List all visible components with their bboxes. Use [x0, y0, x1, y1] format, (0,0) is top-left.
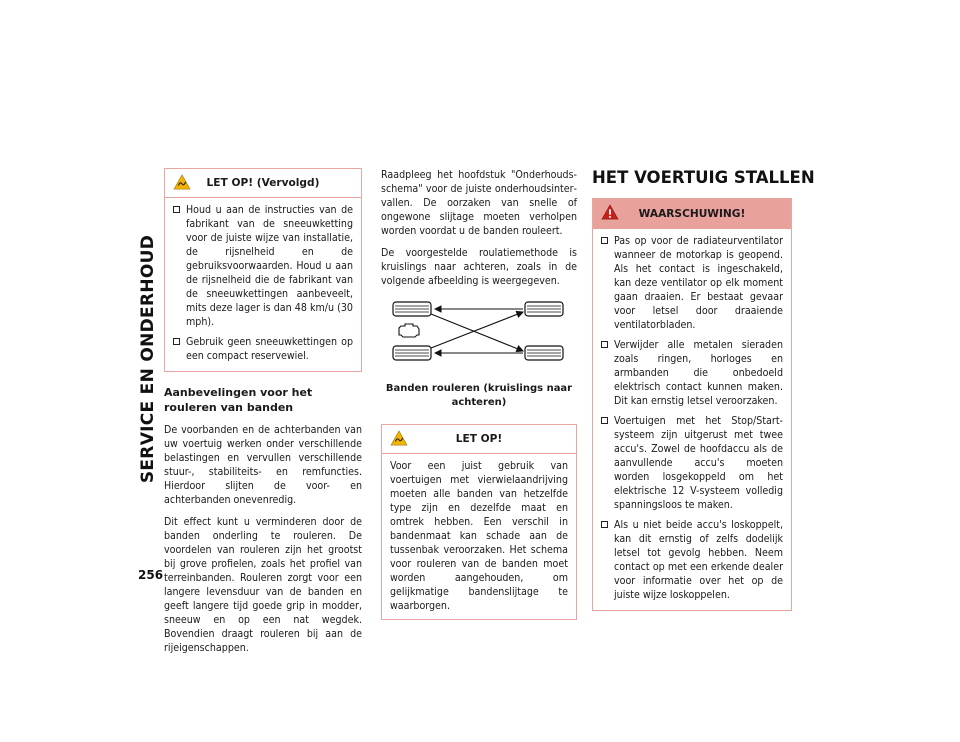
body-paragraph: Raadpleeg het hoofdstuk "Onderhoudsschema" voor de juiste onderhoudsintervallen. De oorzaken van snelle of ongewone slijtage moeten verholpen worden voordat u de banden rouleert.	[381, 169, 577, 237]
list-item: Verwijder alle metalen sieraden zoals ringen, horloges en armbanden die onbedoeld elektrisch contact kunnen maken. Dit kan ernstig letsel veroorzaken.	[601, 338, 783, 408]
caution-continued-header	[165, 169, 361, 198]
tire-rear-left	[393, 346, 431, 360]
column-middle	[381, 168, 577, 620]
caution-continued-title: LET OP! (Vervolgd)	[206, 177, 320, 189]
warning-box	[592, 198, 792, 611]
figure-caption: Banden rouleren (kruislings naar achteren)	[385, 383, 573, 408]
caution-box	[381, 424, 577, 620]
warning-triangle-icon	[390, 430, 408, 446]
rotation-arrow	[431, 312, 523, 348]
bullet-square-icon	[601, 521, 608, 528]
body-paragraph: De voorbanden en de achterbanden van uw voertuig werken onder verschillende belastingen en vervullen verschillende stuur-, stabiliteits- en remfuncties. Hierdoor slijten de voor- en achterbanden onevenredig.	[164, 424, 362, 506]
warning-title: WAARSCHUWING!	[638, 208, 746, 220]
tire-rear-right	[525, 346, 563, 360]
tire-front-left	[393, 302, 431, 316]
rotation-arrow	[431, 314, 523, 351]
section-title: HET VOERTUIG STALLEN	[592, 168, 815, 187]
tire-rotation-diagram	[381, 296, 577, 376]
caution-text: Voor een juist gebruik van voertuigen met vierwielaandrijving moeten alle banden van hetzelfde type zijn en dezelfde maat en omtrek hebben. Een verschil in bandenmaat kan schade aan de tussenbak veroorzaken. Het schema voor rouleren van de banden moet worden aangehouden, om gelijkmatige bandenslijtage te waarborgen.	[390, 460, 568, 612]
tire-front-right	[525, 302, 563, 316]
list-item: Houd u aan de instructies van de fabrikant van de sneeuwketting voor de juiste wijze van installatie, de rijsnelheid en de gebruiksvoorwaarden. Houd u aan de rijsnelheid die de fabrikant van de sneeuwkettingen aanbeveelt, mits deze lager is dan 48 km/u (30 mph).	[173, 203, 353, 329]
bullet-square-icon	[601, 237, 608, 244]
bullet-square-icon	[601, 417, 608, 424]
rotation-heading: Aanbevelingen voor het rouleren van banden	[164, 386, 313, 414]
column-right	[592, 198, 792, 611]
bullet-square-icon	[173, 338, 180, 345]
warning-triangle-icon	[601, 204, 619, 220]
body-paragraph: De voorgestelde roulatiemethode is kruislings naar achteren, zoals in de volgende afbeelding is weergegeven.	[381, 247, 577, 287]
section-label: SERVICE EN ONDERHOUD	[138, 234, 158, 484]
tire-rotation-figure	[381, 296, 577, 410]
caution-title: LET OP!	[455, 433, 503, 445]
list-item: Als u niet beide accu's loskoppelt, kan dit ernstig of zelfs dodelijk letsel tot gevolg hebben. Neem contact op met een erkende dealer voor informatie over het op de juiste wijze loskoppelen.	[601, 518, 783, 602]
list-item: Pas op voor de radiateurventilator wanneer de motorkap is geopend. Als het contact is ingeschakeld, kan deze ventilator op elk moment gaan draaien. Er bestaat gevaar voor letsel door draaiende ventilatorbladen.	[601, 234, 783, 332]
column-left	[164, 168, 362, 663]
bullet-square-icon	[173, 206, 180, 213]
engine-icon	[399, 324, 419, 337]
page-number: 256	[138, 568, 164, 582]
list-item: Gebruik geen sneeuwkettingen op een compact reservewiel.	[173, 335, 353, 363]
caution-header	[382, 425, 576, 454]
body-paragraph: Dit effect kunt u verminderen door de banden onderling te rouleren. De voordelen van rouleren zijn het grootst bij grove profielen, zoals het profiel van terreinbanden. Rouleren zorgt voor een langere levensduur van de banden en geeft langere tijd goede grip in modder, sneeuw en op een nat wegdek. Bovendien draagt rouleren bij aan de rijeigenschappen.	[164, 516, 362, 654]
caution-continued-box	[164, 168, 362, 372]
bullet-square-icon	[601, 341, 608, 348]
list-item: Voertuigen met het Stop/Start-systeem zijn uitgerust met twee accu's. Zowel de hoofdaccu als de aanvullende accu's moeten worden losgekoppeld om het elektrische 12 V-systeem volledig spanningsloos te maken.	[601, 414, 783, 512]
warning-header	[593, 199, 791, 229]
section-sidebar	[132, 160, 164, 558]
warning-triangle-icon	[173, 174, 191, 190]
